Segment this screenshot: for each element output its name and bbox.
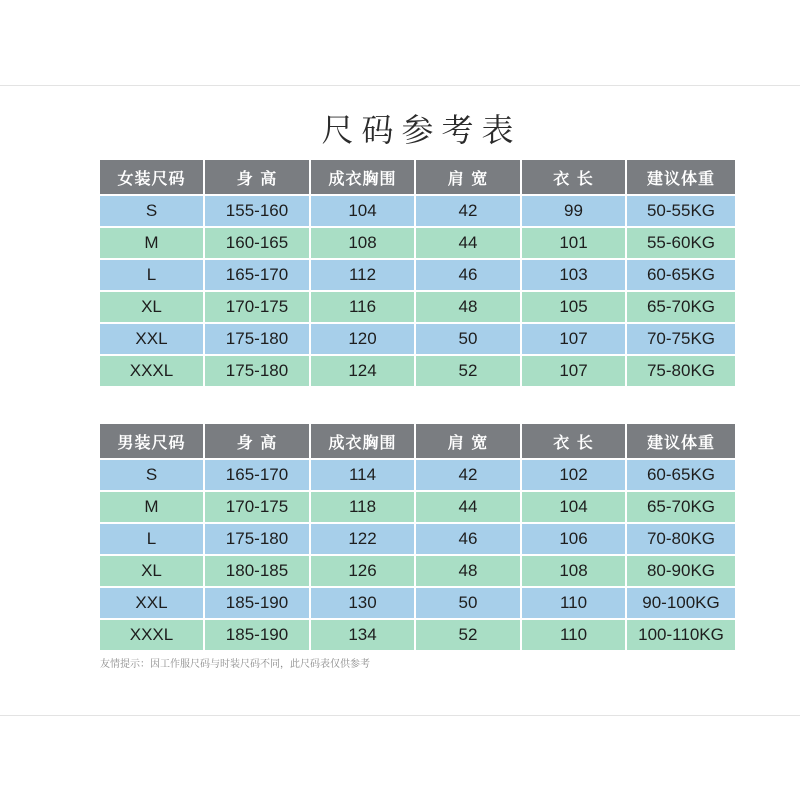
chest-cell: 112 [311,260,414,290]
size-cell: XXL [100,324,203,354]
table-header-row [100,424,735,458]
size-cell: L [100,260,203,290]
shoulder-cell: 42 [416,460,520,490]
size-header: 男装尺码 [100,424,203,458]
length-cell: 105 [522,292,625,322]
length-cell: 110 [522,588,625,618]
shoulder-cell: 48 [416,556,520,586]
length-cell: 99 [522,196,625,226]
chest-cell: 130 [311,588,414,618]
weight-cell: 90-100KG [627,588,735,618]
shoulder-cell: 44 [416,228,520,258]
height-cell: 160-165 [205,228,309,258]
weight-cell: 70-75KG [627,324,735,354]
chest-cell: 120 [311,324,414,354]
table-row [100,260,735,290]
weight-cell: 60-65KG [627,260,735,290]
table-row [100,620,735,650]
size-cell: S [100,196,203,226]
length-header: 衣 长 [522,160,625,194]
size-cell: XL [100,556,203,586]
length-cell: 108 [522,556,625,586]
size-cell: XXXL [100,356,203,386]
shoulder-cell: 50 [416,588,520,618]
length-cell: 103 [522,260,625,290]
weight-cell: 50-55KG [627,196,735,226]
length-header: 衣 长 [522,424,625,458]
women-size-table [100,160,735,388]
shoulder-cell: 46 [416,260,520,290]
shoulder-cell: 44 [416,492,520,522]
chest-cell: 124 [311,356,414,386]
weight-cell: 75-80KG [627,356,735,386]
length-cell: 104 [522,492,625,522]
size-cell: M [100,492,203,522]
height-cell: 185-190 [205,620,309,650]
height-cell: 175-180 [205,324,309,354]
height-cell: 165-170 [205,460,309,490]
bottom-divider [0,715,800,716]
weight-cell: 65-70KG [627,292,735,322]
top-divider [0,85,800,86]
weight-header: 建议体重 [627,424,735,458]
shoulder-header: 肩 宽 [416,160,520,194]
chest-cell: 116 [311,292,414,322]
shoulder-cell: 52 [416,356,520,386]
size-cell: XXL [100,588,203,618]
weight-cell: 55-60KG [627,228,735,258]
height-cell: 170-175 [205,292,309,322]
chest-cell: 118 [311,492,414,522]
length-cell: 107 [522,356,625,386]
height-cell: 170-175 [205,492,309,522]
length-cell: 110 [522,620,625,650]
size-cell: S [100,460,203,490]
size-header: 女装尺码 [100,160,203,194]
shoulder-cell: 50 [416,324,520,354]
length-cell: 101 [522,228,625,258]
chest-header: 成衣胸围 [311,424,414,458]
shoulder-header: 肩 宽 [416,424,520,458]
weight-cell: 70-80KG [627,524,735,554]
men-size-table [100,424,735,652]
weight-cell: 100-110KG [627,620,735,650]
height-header: 身 高 [205,424,309,458]
chest-header: 成衣胸围 [311,160,414,194]
table-row [100,556,735,586]
height-cell: 175-180 [205,356,309,386]
height-cell: 180-185 [205,556,309,586]
length-cell: 102 [522,460,625,490]
chest-cell: 134 [311,620,414,650]
shoulder-cell: 52 [416,620,520,650]
table-row [100,356,735,386]
chest-cell: 108 [311,228,414,258]
weight-cell: 60-65KG [627,460,735,490]
height-header: 身 高 [205,160,309,194]
weight-cell: 80-90KG [627,556,735,586]
shoulder-cell: 46 [416,524,520,554]
shoulder-cell: 48 [416,292,520,322]
size-cell: L [100,524,203,554]
height-cell: 175-180 [205,524,309,554]
table-row [100,196,735,226]
weight-cell: 65-70KG [627,492,735,522]
table-row [100,292,735,322]
table-header-row [100,160,735,194]
chest-cell: 104 [311,196,414,226]
height-cell: 185-190 [205,588,309,618]
table-row [100,228,735,258]
footer-note: 友情提示：因工作服尺码与时装尺码不同，此尺码表仅供参考 [100,659,370,670]
chest-cell: 126 [311,556,414,586]
table-row [100,492,735,522]
chest-cell: 114 [311,460,414,490]
size-cell: XXXL [100,620,203,650]
length-cell: 106 [522,524,625,554]
table-row [100,460,735,490]
size-cell: XL [100,292,203,322]
length-cell: 107 [522,324,625,354]
page-title: 尺码参考表 [321,111,522,149]
size-cell: M [100,228,203,258]
table-row [100,524,735,554]
height-cell: 165-170 [205,260,309,290]
table-row [100,324,735,354]
weight-header: 建议体重 [627,160,735,194]
chest-cell: 122 [311,524,414,554]
shoulder-cell: 42 [416,196,520,226]
table-row [100,588,735,618]
height-cell: 155-160 [205,196,309,226]
